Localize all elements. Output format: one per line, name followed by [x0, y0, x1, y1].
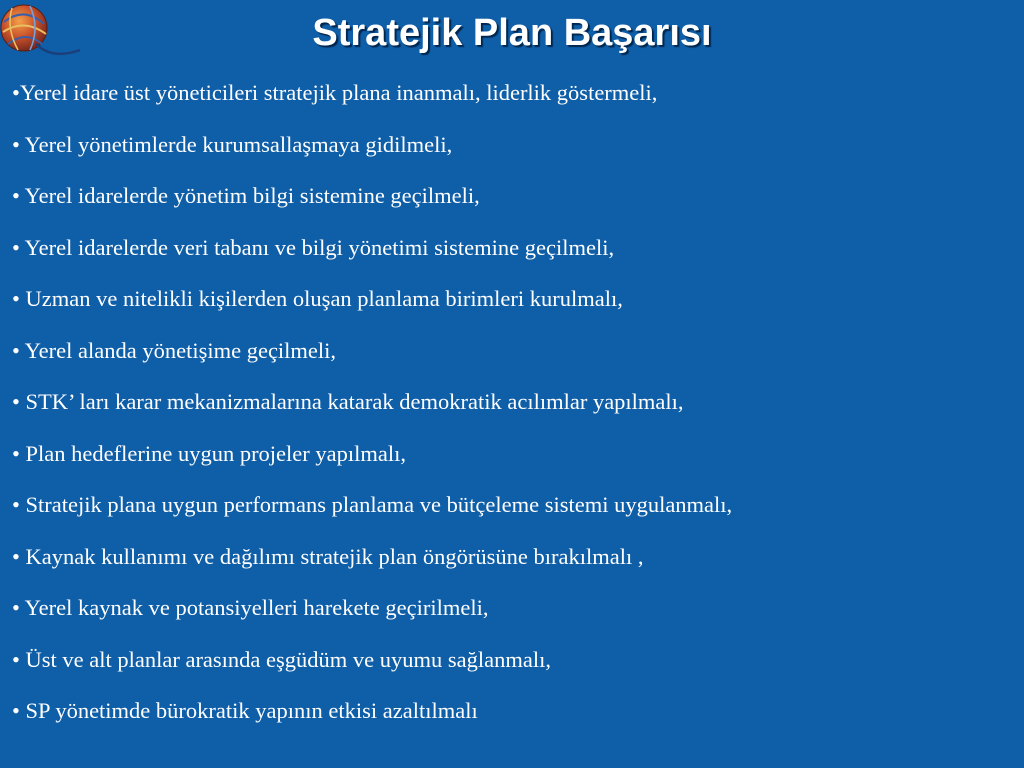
bullet-item: • Stratejik plana uygun performans planlama ve bütçeleme sistemi uygulanmalı,: [12, 492, 733, 517]
bullet-item: • Plan hedeflerine uygun projeler yapılmalı,: [12, 440, 407, 466]
bullet-item: • Yerel idarelerde yönetim bilgi sistemine geçilmeli,: [12, 183, 480, 208]
bullet-item: • Kaynak kullanımı ve dağılımı stratejik plan öngörüsüne bırakılmalı ,: [12, 543, 644, 569]
bullet-item: • Yerel kaynak ve potansiyelleri harekete geçirilmeli,: [12, 595, 489, 620]
bullet-item: • Üst ve alt planlar arasında eşgüdüm ve uyumu sağlanmalı,: [12, 646, 551, 672]
bullet-item: • STK’ ları karar mekanizmalarına katarak demokratik acılımlar yapılmalı,: [12, 389, 684, 414]
slide-title: Stratejik Plan Başarısı: [312, 12, 712, 54]
bullet-list: [12, 80, 1014, 750]
bullet-item: • Uzman ve nitelikli kişilerden oluşan planlama birimleri kurulmalı,: [12, 286, 623, 311]
bullet-item: •Yerel idare üst yöneticileri stratejik plana inanmalı, liderlik göstermeli,: [12, 80, 658, 105]
bullet-item: • Yerel idarelerde veri tabanı ve bilgi yönetimi sistemine geçilmeli,: [12, 234, 615, 260]
bullet-item: • SP yönetimde bürokratik yapının etkisi azaltılmalı: [12, 698, 478, 723]
bullet-item: • Yerel alanda yönetişime geçilmeli,: [12, 337, 337, 363]
bullet-item: • Yerel yönetimlerde kurumsallaşmaya gidilmeli,: [12, 131, 453, 157]
